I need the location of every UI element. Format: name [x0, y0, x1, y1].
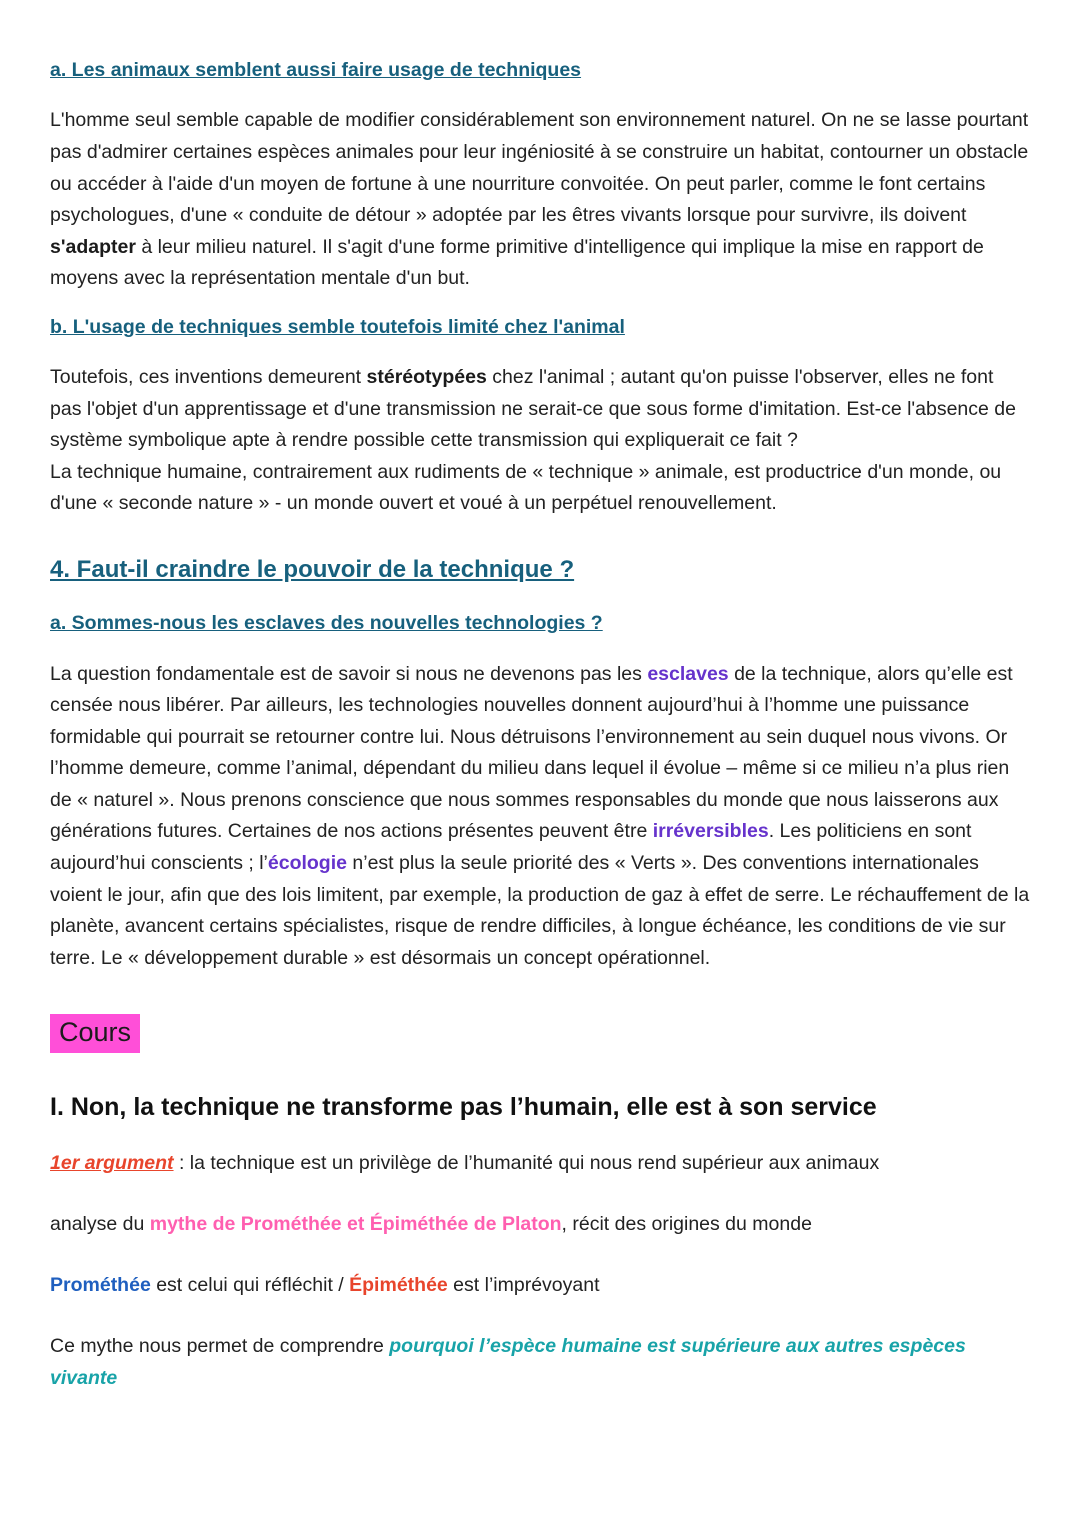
note-3-mid: est celui qui réfléchit /: [150, 1274, 350, 1297]
heading-roman-one: I. Non, la technique ne transforme pas l’humain, elle est à son service: [50, 1093, 877, 1122]
heading-4a-esclaves: a. Sommes-nous les esclaves des nouvelles technologies ?: [50, 612, 603, 635]
emphasis-espece-superieure: pourquoi l’espèce humaine est supérieure aux autres espèces vivante: [50, 1335, 966, 1389]
cours-badge: Cours: [50, 1014, 140, 1053]
paragraph-section-4a: [50, 659, 1030, 975]
para4a-part3: . Les politiciens en sont aujourd’hui conscients ; l’: [50, 820, 972, 875]
para4a-part2: de la technique, alors qu’elle est censée nous libérer. Par ailleurs, les technologies nouvelles donnent aujourd’hui à l’homme une puissance formidable qui pourrait se retourner contre lui. Nous détruisons l’environnement au sein duquel nous vivons. Or l’homme demeure, comme l’animal, dépendant du milieu dans lequel il évolue – même si ce milieu n’a plus rien de « naturel ». Nous prenons conscience que nous sommes responsables du monde que nous laisserons aux générations futures. Certaines de nos actions présentes peuvent être: [50, 662, 1013, 843]
note-4-pre: Ce mythe nous permet de comprendre: [50, 1335, 390, 1358]
note-1-text: : la technique est un privilège de l’humanité qui nous rend supérieur aux animaux: [173, 1151, 880, 1174]
note-2-pre: analyse du: [50, 1213, 150, 1236]
note-2-post: , récit des origines du monde: [561, 1213, 812, 1236]
name-epimethee: Épiméthée: [349, 1274, 448, 1297]
para4a-part4: n’est plus la seule priorité des « Verts ». Des conventions internationales voient le jour, afin que des lois limitent, par exemple, la production de gaz à effet de serre. Le réchauffement de la planète, avancent certains spécialistes, risque de rendre difficiles, à longue échéance, les conditions de vie sur terre. Le « développement durable » est désormais un concept opérationnel.: [50, 852, 1030, 969]
name-promethee: Prométhée: [50, 1274, 151, 1297]
heading-a-animaux: a. Les animaux semblent aussi faire usage de techniques: [50, 59, 582, 81]
label-1er-argument: 1er argument: [50, 1151, 174, 1174]
paragraph-b-usage: [50, 362, 1030, 457]
paragraph-a-animaux: [50, 105, 1030, 294]
note-mythe-platon: [50, 1209, 1030, 1240]
paragraph-b-usage-2: La technique humaine, contrairement aux rudiments de « technique » animale, est productrice d'un monde, ou d'une « seconde nature » - un monde ouvert et voué à un perpétuel renouvellement.: [50, 460, 1002, 515]
note-3-post: est l’imprévoyant: [447, 1274, 600, 1297]
para4a-part1: La question fondamentale est de savoir si nous ne devenons pas les: [50, 662, 648, 685]
keyword-esclaves: esclaves: [647, 662, 729, 685]
paragraph-b-part1: Toutefois, ces inventions demeurent: [50, 366, 367, 389]
cours-badge-wrapper: [50, 994, 1030, 1067]
paragraph-a-bold: s'adapter: [50, 235, 136, 258]
heading-b-usage: b. L'usage de techniques semble toutefois limité chez l'animal: [50, 315, 625, 338]
note-1er-argument: [50, 1148, 1030, 1179]
paragraph-b-part2: chez l'animal ; autant qu'on puisse l'observer, elles ne font pas l'objet d'un apprentissage et d'une transmission ne serait-ce que sous forme d'imitation. Est-ce l'absence de système symbolique apte à rendre possible cette transmission qui expliquerait ce fait ?: [50, 366, 1016, 452]
highlight-mythe-promethee: mythe de Prométhée et Épiméthée de Platon: [149, 1213, 562, 1236]
paragraph-a-part1: L'homme seul semble capable de modifier considérablement son environnement naturel. On ne se lasse pourtant pas d'admirer certaines espèces animales pour leur ingéniosité à se construire un habitat, contourner un obstacle ou accéder à l'aide d'un moyen de fortune à une nourriture convoitée. On peut parler, comme le font certains psychologues, d'une « conduite de détour » adoptée par les êtres vivants lorsque pour survivre, ils doivent: [50, 109, 1029, 227]
note-promethee-epimethee: [50, 1270, 1030, 1301]
heading-section-4: 4. Faut-il craindre le pouvoir de la technique ?: [50, 556, 575, 584]
paragraph-a-part2: à leur milieu naturel. Il s'agit d'une forme primitive d'intelligence qui implique la mise en rapport de moyens avec la représentation mentale d'un but.: [50, 235, 984, 290]
keyword-ecologie: écologie: [267, 852, 347, 875]
note-conclusion-mythe: [50, 1331, 1030, 1393]
keyword-irreversibles: irréversibles: [652, 820, 769, 843]
paragraph-b-bold: stéréotypées: [366, 366, 487, 389]
